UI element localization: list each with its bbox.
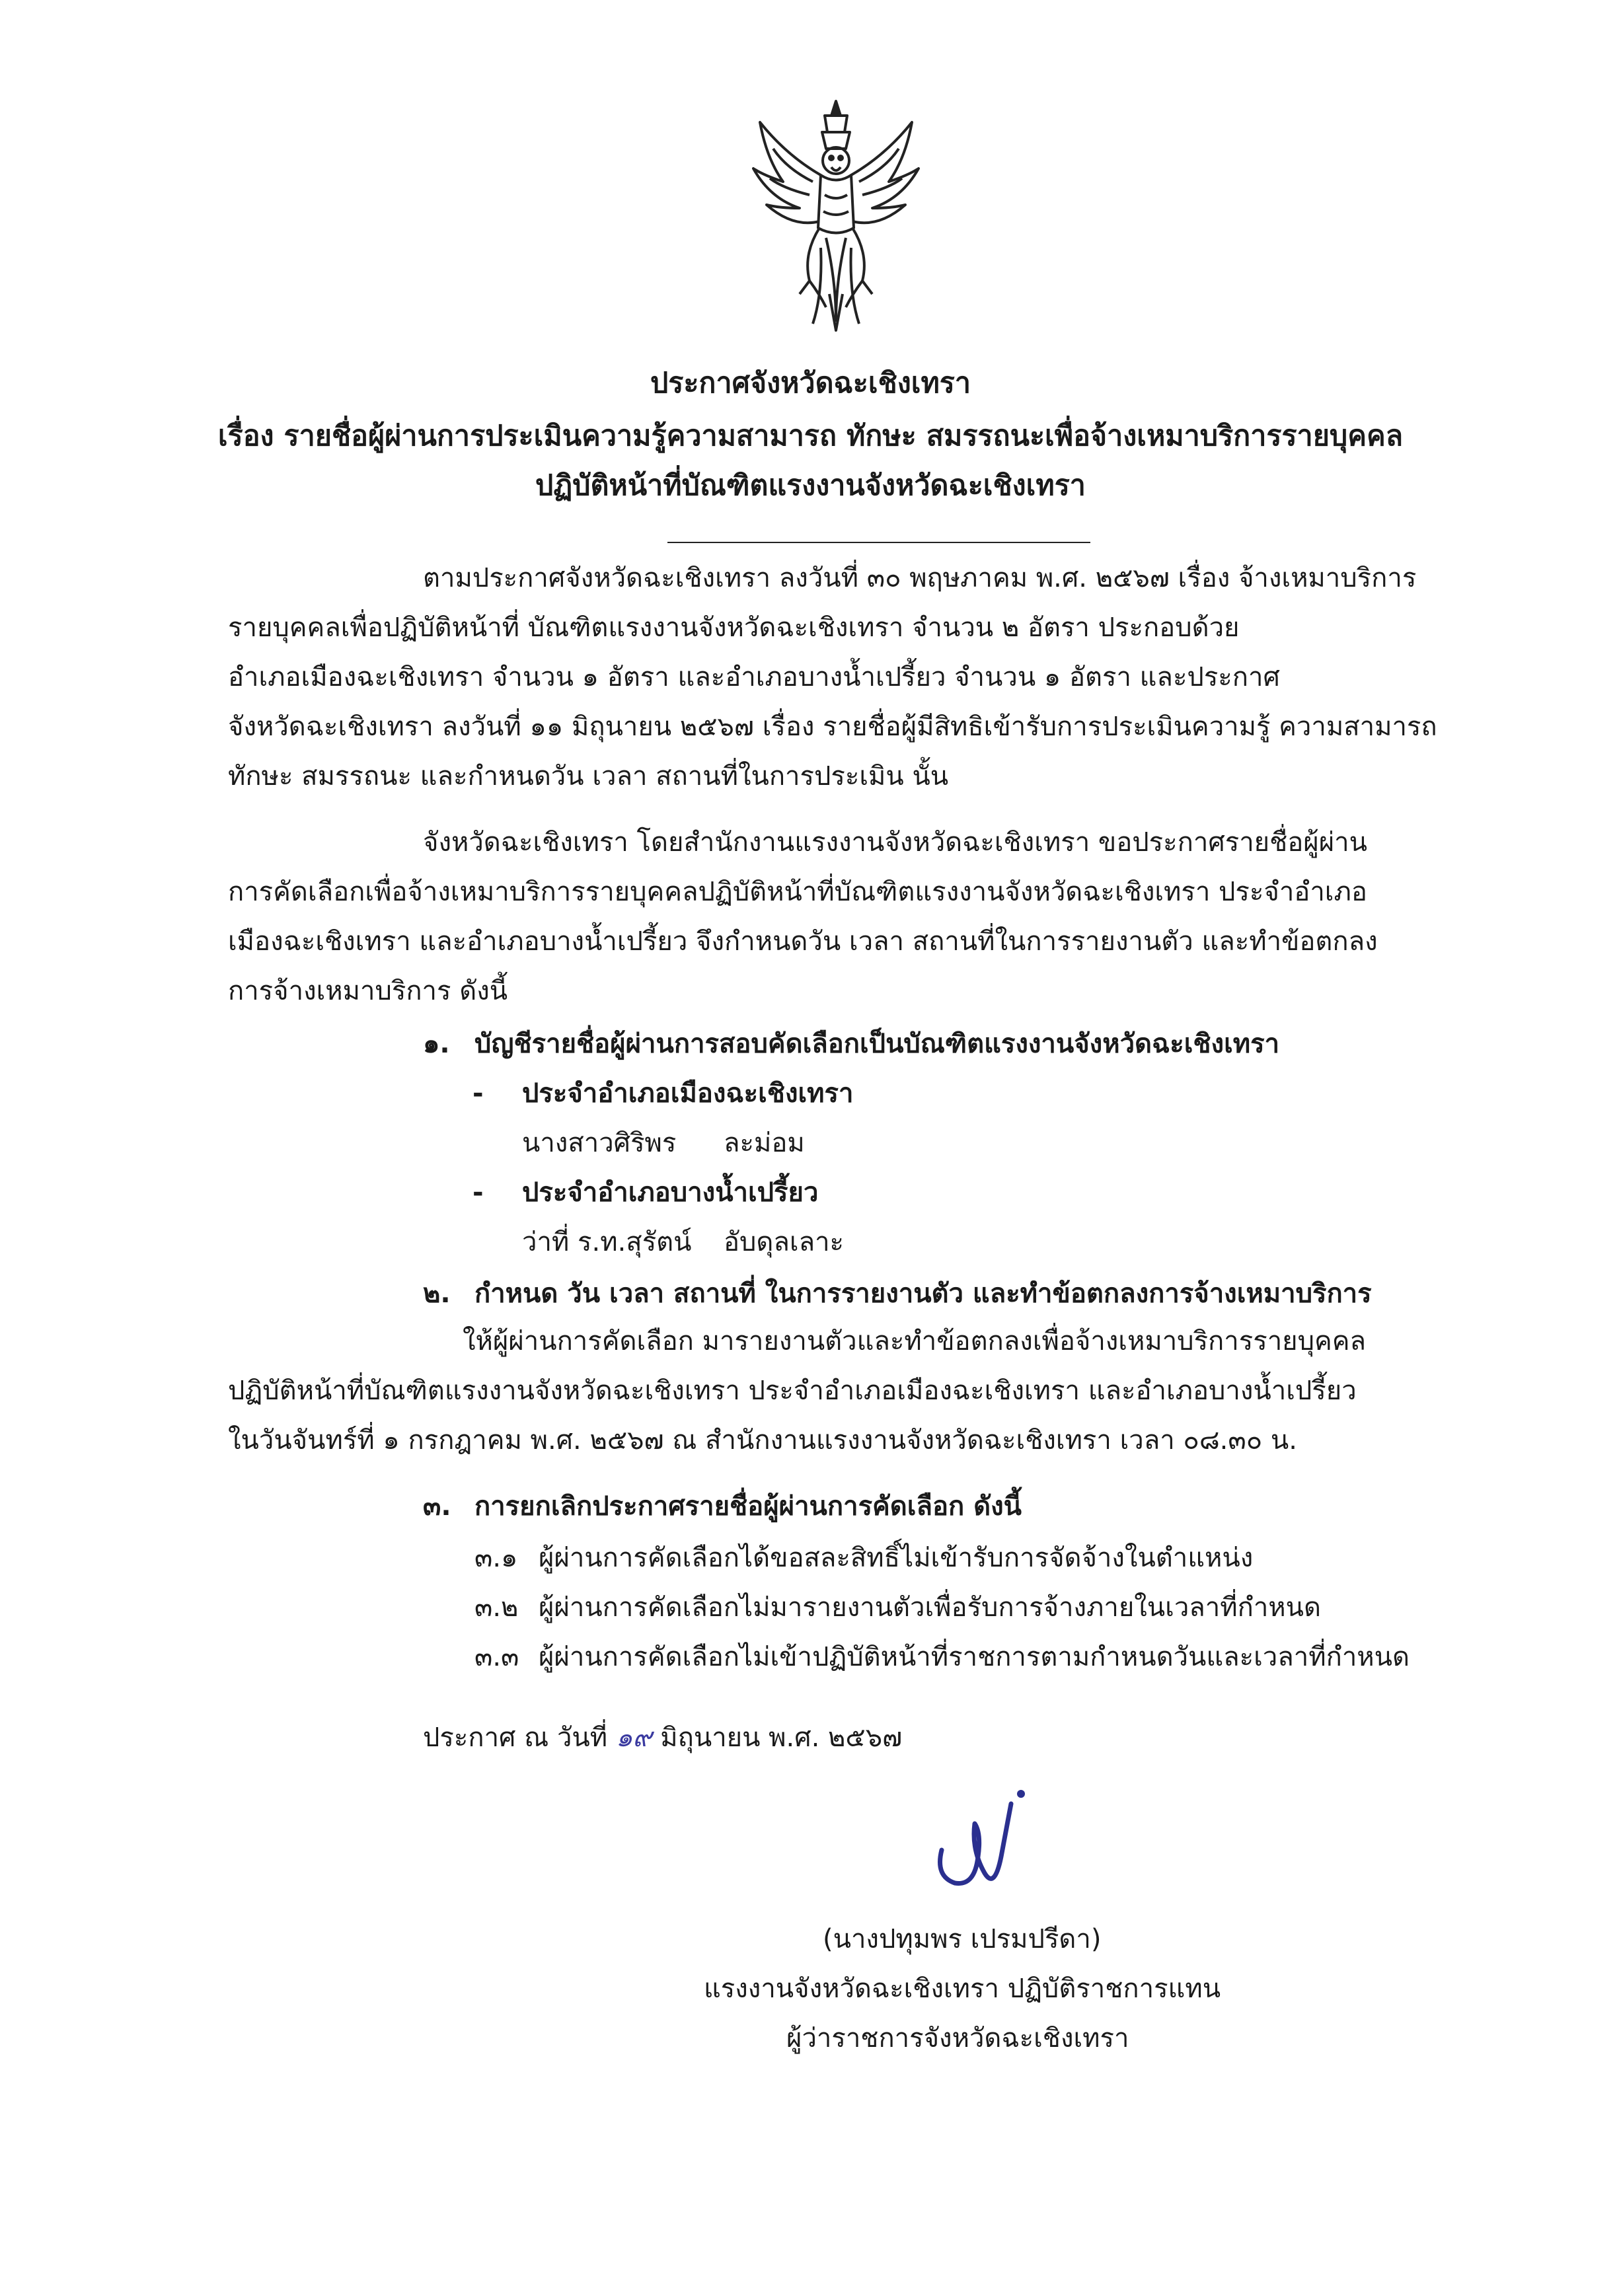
candidate-first-name: นางสาวศิริพร	[522, 1128, 677, 1158]
cancel-item-number: ๓.๓	[474, 1642, 519, 1672]
signatory-position-2: ผู้ว่าราชการจังหวัดฉะเชิงเทรา	[786, 2023, 1129, 2054]
cancel-item-number: ๓.๑	[474, 1543, 518, 1573]
paragraph-2-line: การคัดเลือกเพื่อจ้างเหมาบริการรายบุคคลปฏิบัติหน้าที่บัณฑิตแรงงานจังหวัดฉะเชิงเทรา ประจำอำเภอ	[228, 877, 1367, 907]
section-2-number: ๒.	[423, 1278, 451, 1309]
signatory-position: แรงงานจังหวัดฉะเชิงเทรา ปฏิบัติราชการแทน	[704, 1974, 1221, 2004]
section-3-title: การยกเลิกประกาศรายชื่อผู้ผ่านการคัดเลือก ดังนี้	[474, 1491, 1022, 1522]
candidate-first-name: ว่าที่ ร.ท.สุรัตน์	[522, 1227, 692, 1257]
section-1-title: บัญชีรายชื่อผู้ผ่านการสอบคัดเลือกเป็นบัณฑิตแรงงานจังหวัดฉะเชิงเทรา	[474, 1029, 1280, 1059]
paragraph-1-line: จังหวัดฉะเชิงเทรา ลงวันที่ ๑๑ มิถุนายน ๒๕๖๗ เรื่อง รายชื่อผู้มีสิทธิเข้ารับการประเมินความรู้ ความสามารถ	[228, 712, 1437, 742]
document-subject: เรื่อง รายชื่อผู้ผ่านการประเมินความรู้ความสามารถ ทักษะ สมรรถนะเพื่อจ้างเหมาบริการรายบุคคล	[217, 420, 1404, 453]
paragraph-1-line: ทักษะ สมรรถนะ และกำหนดวัน เวลา สถานที่ในการประเมิน นั้น	[228, 761, 949, 792]
cancel-item-number: ๓.๒	[474, 1592, 519, 1623]
cancel-item-text: ผู้ผ่านการคัดเลือกได้ขอสละสิทธิ์ไม่เข้ารับการจัดจ้างในตำแหน่ง	[539, 1543, 1254, 1573]
announce-day: ๑๙	[615, 1722, 652, 1753]
paragraph-2-line: การจ้างเหมาบริการ ดังนี้	[228, 976, 508, 1006]
handwritten-signature-icon	[922, 1777, 1041, 1896]
paragraph-1-line: ตามประกาศจังหวัดฉะเชิงเทรา ลงวันที่ ๓๐ พฤษภาคม พ.ศ. ๒๕๖๗ เรื่อง จ้างเหมาบริการ	[423, 563, 1417, 593]
paragraph-2-line: เมืองฉะเชิงเทรา และอำเภอบางน้ำเปรี้ยว จึงกำหนดวัน เวลา สถานที่ในการรายงานตัว และทำข้อตกลง	[228, 926, 1378, 957]
paragraph-1-line: รายบุคคลเพื่อปฏิบัติหน้าที่ บัณฑิตแรงงานจังหวัดฉะเชิงเทรา จำนวน ๒ อัตรา ประกอบด้วย	[228, 612, 1240, 643]
candidate-last-name: อับดุลเลาะ	[724, 1227, 845, 1257]
garuda-emblem-icon	[747, 96, 925, 334]
section-1-number: ๑.	[423, 1029, 450, 1059]
announce-prefix: ประกาศ ณ วันที่	[423, 1722, 608, 1753]
cancel-item-text: ผู้ผ่านการคัดเลือกไม่มารายงานตัวเพื่อรับการจ้างภายในเวลาที่กำหนด	[539, 1592, 1321, 1623]
list-dash: -	[472, 1078, 484, 1109]
section-2-title: กำหนด วัน เวลา สถานที่ ในการรายงานตัว และทำข้อตกลงการจ้างเหมาบริการ	[474, 1278, 1372, 1309]
list-dash: -	[472, 1177, 484, 1208]
signatory-name: (นางปทุมพร เปรมปรีดา)	[823, 1924, 1102, 1954]
paragraph-1-line: อำเภอเมืองฉะเชิงเทรา จำนวน ๑ อัตรา และอำเภอบางน้ำเปรี้ยว จำนวน ๑ อัตรา และประกาศ	[228, 662, 1280, 692]
section-2-line: ให้ผู้ผ่านการคัดเลือก มารายงานตัวและทำข้อตกลงเพื่อจ้างเหมาบริการรายบุคคล	[463, 1326, 1367, 1356]
paragraph-2-line: จังหวัดฉะเชิงเทรา โดยสำนักงานแรงงานจังหวัดฉะเชิงเทรา ขอประกาศรายชื่อผู้ผ่าน	[423, 827, 1367, 858]
announce-date	[423, 1724, 902, 1751]
candidate-last-name: ละม่อม	[724, 1128, 805, 1158]
section-2-line: ในวันจันทร์ที่ ๑ กรกฎาคม พ.ศ. ๒๕๖๗ ณ สำนักงานแรงงานจังหวัดฉะเชิงเทรา เวลา ๐๘.๓๐ น.	[228, 1425, 1297, 1456]
announce-suffix: มิถุนายน พ.ศ. ๒๕๖๗	[660, 1722, 903, 1753]
cancel-item-text: ผู้ผ่านการคัดเลือกไม่เข้าปฏิบัติหน้าที่ราชการตามกำหนดวันและเวลาที่กำหนด	[539, 1642, 1410, 1672]
district-heading: ประจำอำเภอบางน้ำเปรี้ยว	[522, 1177, 819, 1208]
section-3-number: ๓.	[423, 1491, 451, 1522]
header-divider	[667, 542, 1090, 543]
document-subject-line2: ปฏิบัติหน้าที่บัณฑิตแรงงานจังหวัดฉะเชิงเทรา	[535, 469, 1086, 502]
district-heading: ประจำอำเภอเมืองฉะเชิงเทรา	[522, 1078, 854, 1109]
document-title: ประกาศจังหวัดฉะเชิงเทรา	[650, 367, 971, 400]
section-2-line: ปฏิบัติหน้าที่บัณฑิตแรงงานจังหวัดฉะเชิงเทรา ประจำอำเภอเมืองฉะเชิงเทรา และอำเภอบางน้ำเปรี้ยว	[228, 1376, 1357, 1406]
